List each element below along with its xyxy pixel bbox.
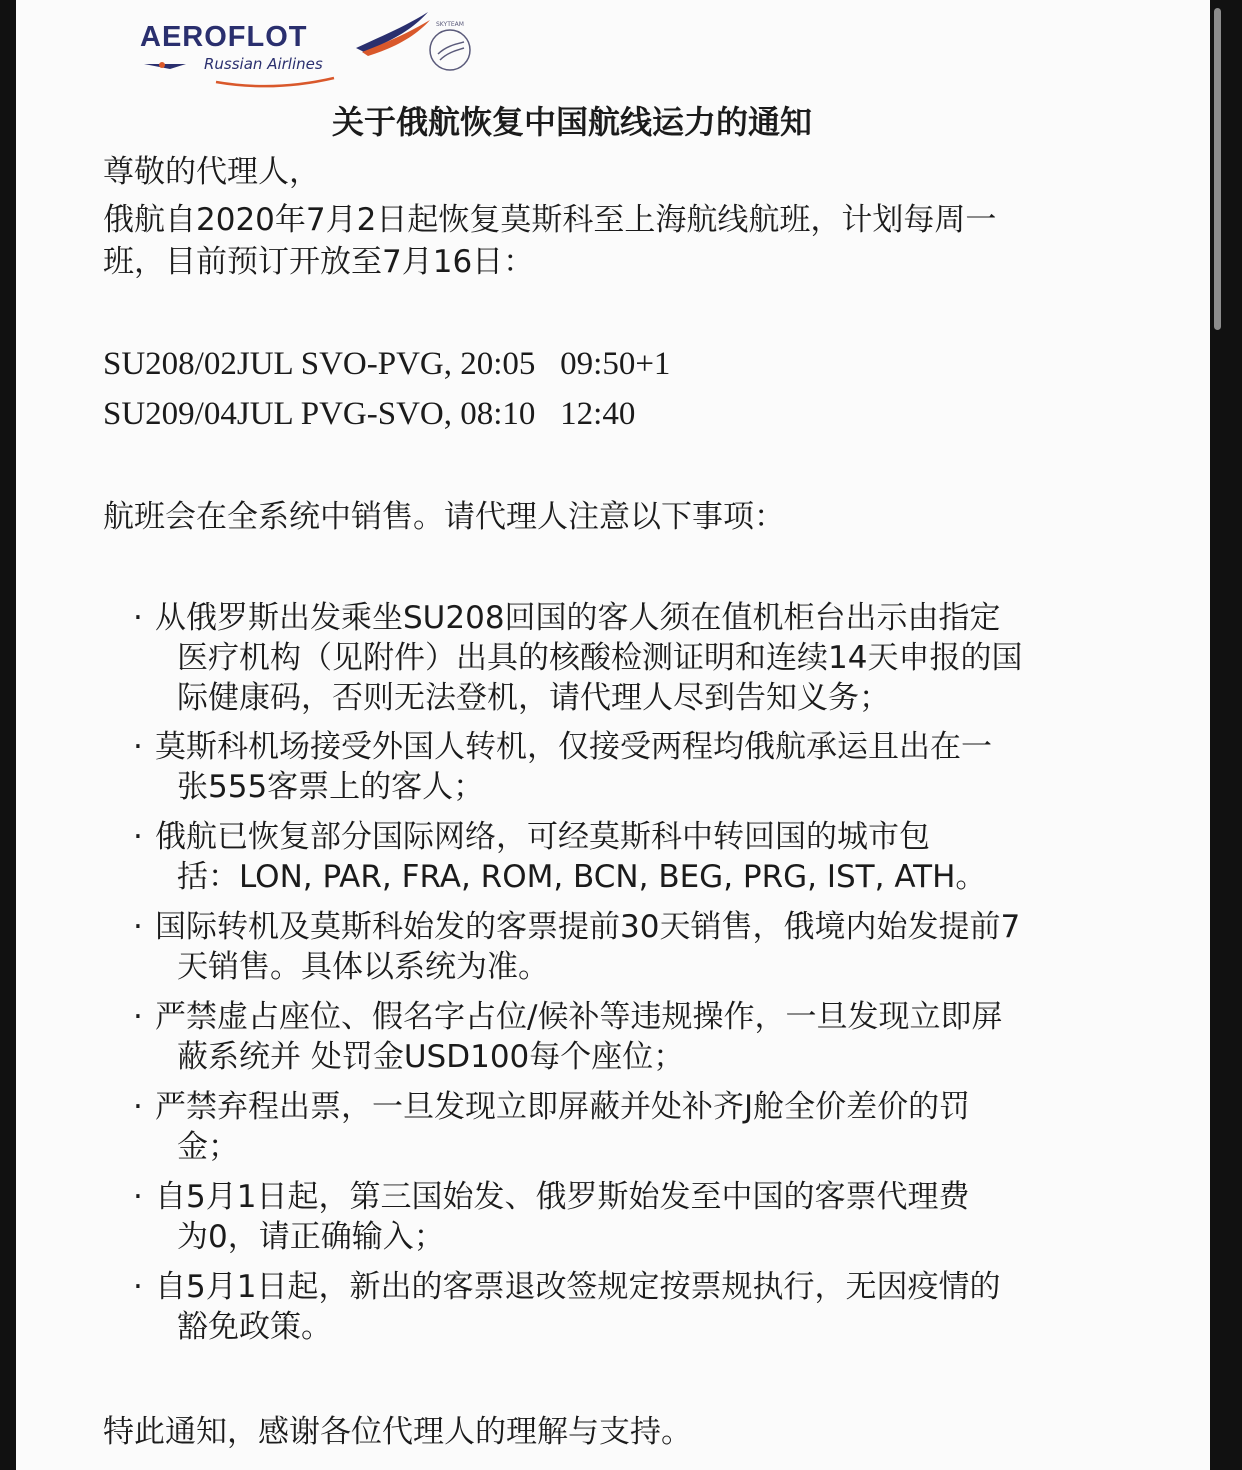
intro-line: 俄航自2020年7月2日起恢复莫斯科至上海航线航班，计划每周一 <box>103 202 997 238</box>
intro-line: 班，目前预订开放至7月16日： <box>103 244 535 280</box>
list-item-line: 天销售。具体以系统为准。 <box>177 949 549 985</box>
bullet-mark: · <box>133 600 143 636</box>
list-item-line: 严禁虚占座位、假名字占位/候补等违规操作，一旦发现立即屏 <box>155 999 1003 1035</box>
bullet-mark: · <box>133 819 143 855</box>
logo-brand-text: AEROFLOT <box>140 21 308 53</box>
bullet-mark: · <box>133 1089 143 1125</box>
list-item-line: 严禁弃程出票，一旦发现立即屏蔽并处补齐J舱全价差价的罚 <box>155 1089 971 1125</box>
list-item-line: 括：LON, PAR, FRA, ROM, BCN, BEG, PRG, IST, ATH。 <box>177 859 987 895</box>
bullet-mark: · <box>133 1179 143 1215</box>
list-item-line: 为0，请正确输入； <box>177 1219 445 1255</box>
list-item-line: 医疗机构（见附件）出具的核酸检测证明和连续14天申报的国 <box>177 640 1023 676</box>
list-item-line: 从俄罗斯出发乘坐SU208回国的客人须在值机柜台出示由指定 <box>155 600 1001 636</box>
list-item-line: 莫斯科机场接受外国人转机，仅接受两程均俄航承运且出在一 <box>155 729 992 765</box>
list-item-line: 自5月1日起，新出的客票退改签规定按票规执行，无因疫情的 <box>155 1269 1001 1305</box>
bullet-mark: · <box>133 729 143 765</box>
flight-line: SU209/04JUL PVG-SVO, 08:10 12:40 <box>103 396 636 432</box>
greeting: 尊敬的代理人， <box>103 154 320 190</box>
svg-text:SKYTEAM: SKYTEAM <box>436 21 464 28</box>
bullet-mark: · <box>133 999 143 1035</box>
bullet-mark: · <box>133 909 143 945</box>
list-item-line: 自5月1日起，第三国始发、俄罗斯始发至中国的客票代理费 <box>155 1179 970 1215</box>
notice-lead: 航班会在全系统中销售。请代理人注意以下事项： <box>103 499 785 535</box>
list-item-line: 俄航已恢复部分国际网络，可经莫斯科中转回国的城市包 <box>155 819 930 855</box>
notice-title: 关于俄航恢复中国航线运力的通知 <box>332 103 813 141</box>
skyteam-badge-icon <box>430 21 470 70</box>
aeroflot-logo <box>124 6 484 96</box>
bullet-mark: · <box>133 1269 143 1305</box>
logo-subtitle: Russian Airlines <box>204 55 323 73</box>
list-item-line: 蔽系统并 处罚金USD100每个座位； <box>177 1039 685 1075</box>
list-item-line: 豁免政策。 <box>177 1309 332 1345</box>
list-item-line: 际健康码，否则无法登机，请代理人尽到告知义务； <box>177 680 890 716</box>
list-item-line: 金； <box>177 1129 239 1165</box>
list-item-line: 张555客票上的客人； <box>177 769 485 805</box>
list-item-line: 国际转机及莫斯科始发的客票提前30天销售，俄境内始发提前7 <box>155 909 1021 945</box>
scrollbar[interactable] <box>1214 8 1221 330</box>
flight-line: SU208/02JUL SVO-PVG, 20:05 09:50+1 <box>103 346 671 382</box>
closing-line: 特此通知，感谢各位代理人的理解与支持。 <box>103 1414 692 1450</box>
